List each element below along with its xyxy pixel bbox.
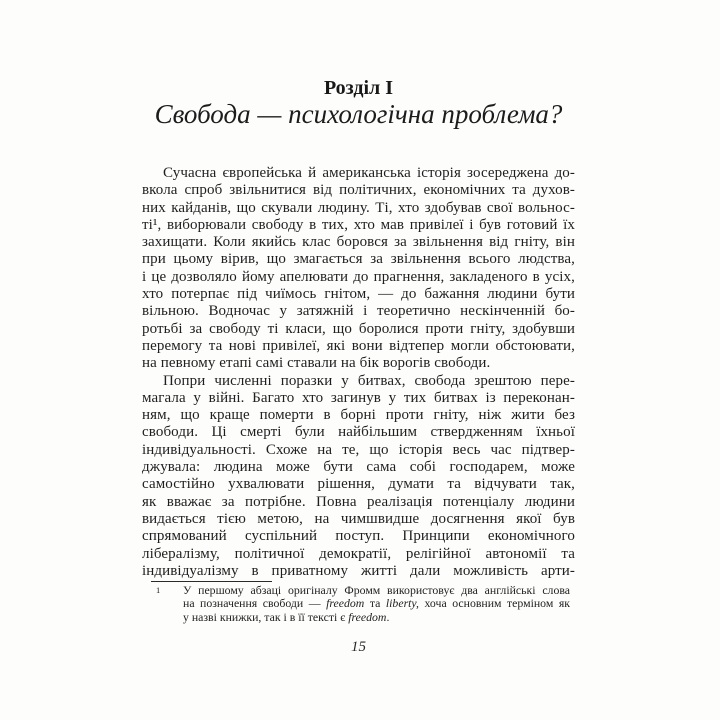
text-line: них кайданів, що скували людину. Ті, хто здобував свої вольнос-: [142, 199, 575, 216]
text-line: перемогу та нові привілеї, які вони відтепер могли обстоювати,: [142, 337, 575, 354]
footnote-text: у назві книжки, так і в її тексті є: [183, 609, 349, 624]
paragraph-2: [142, 373, 575, 581]
footnote-line: [183, 611, 570, 624]
text-line: вільною. Водночас у затяжній і теоретично нескінченній бо-: [142, 303, 575, 320]
footnote-text: хоча основним терміном як: [418, 596, 570, 611]
text-line: самостійно ухвалювати рішення, думати та відчувати так,: [142, 476, 575, 493]
chapter-title: Свобода — психологічна проблема?: [154, 99, 563, 129]
text-line: при цьому вірив, що змагається за звільнення всього людства,: [142, 251, 575, 268]
text-line: і це дозволяло йому апелювати до прагнення, закладеного в усіх,: [142, 268, 575, 285]
text-line: хто потерпає під чиїмось гнітом, — до бажання людини бути: [142, 286, 575, 303]
footnote-text: .: [386, 609, 390, 624]
footnote-body: [183, 584, 570, 624]
text-line: на певному етапі самі ставали на бік ворогів свободи.: [142, 355, 491, 372]
footnote-term-freedom: freedom: [326, 596, 365, 611]
text-line: Сучасна європейська й американська історія зосереджена до-: [163, 165, 575, 181]
chapter-heading: Розділ I: [323, 77, 394, 99]
text-line: спрямований суспільний поступ. Принципи економічного: [142, 528, 575, 545]
text-line: джувала: людина може бути сама собі господарем, може: [142, 459, 575, 476]
footnote-text: на позначення свободи —: [183, 596, 327, 611]
text-line: свободи. Ці смерті були найбільшим ствердженням їхньої: [142, 424, 575, 441]
text-line: ням, що краще померти в борні проти гніту, ніж жити без: [142, 407, 575, 424]
text-line: Попри численні поразки у битвах, свобода зрештою пере-: [163, 372, 575, 389]
footnote-term-freedom: freedom: [348, 609, 387, 624]
footnote: [142, 584, 575, 624]
text-line: індивідуалізму в приватному житті дали можливість арти-: [142, 562, 575, 579]
text-line: видається тією метою, на чимшвидше досягнення якої був: [142, 510, 575, 527]
page-number: 15: [351, 639, 366, 655]
footnote-line: [183, 584, 570, 597]
text-line: захищати. Коли якийсь клас боровся за звільнення від гніту, він: [142, 234, 575, 251]
footnote-term-liberty: liberty,: [385, 596, 419, 611]
text-line: ротьбі за свободу ті класи, що боролися проти гніту, здобувши: [142, 320, 575, 337]
footnote-marker: 1: [156, 585, 161, 595]
body-text: [142, 165, 575, 580]
text-line: ті¹, виборювали свободу в тих, хто мав привілеї і був готовий їх: [142, 216, 575, 233]
text-line: магала у війні. Багато хто загинув у тих битвах із переконан-: [142, 389, 575, 406]
text-line: як вважає за потрібне. Повна реалізація потенціалу людини: [142, 493, 575, 510]
text-line: вкола спроб звільнитися від політичних, економічних та духов-: [142, 182, 575, 199]
text-line: індивідуальності. Схоже на те, що історія весь час підтвер-: [142, 441, 575, 458]
footnote-line: [183, 597, 570, 610]
footnote-text: У першому абзаці оригіналу Фромм використовує два англійські слова: [183, 583, 570, 597]
paragraph-1: [142, 165, 575, 373]
text-line: лібералізму, політичної демократії, релігійної автономії та: [142, 545, 575, 562]
footnote-text: та: [364, 596, 386, 611]
